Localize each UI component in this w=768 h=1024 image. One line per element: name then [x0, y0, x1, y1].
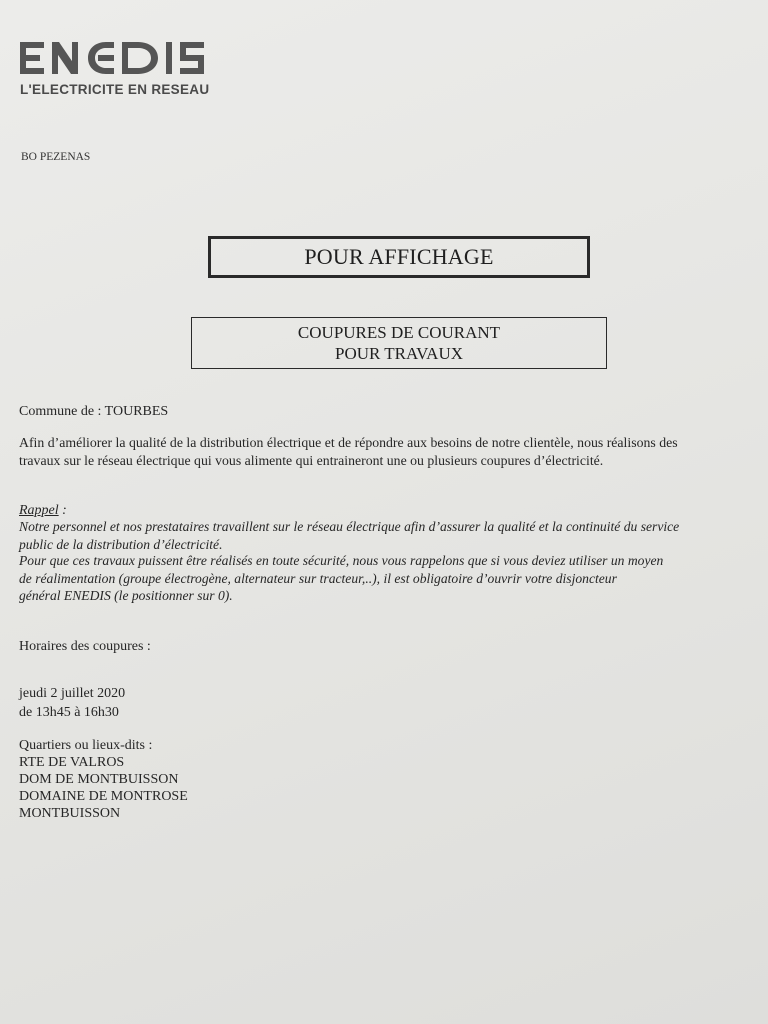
subtitle-line-1: COUPURES DE COURANT	[297, 323, 501, 342]
logo-tagline: L'ELECTRICITE EN RESEAU	[20, 82, 210, 97]
outage-date: jeudi 2 juillet 2020	[19, 686, 126, 701]
title-box	[208, 236, 590, 278]
enedis-logo-mark	[18, 38, 208, 78]
location-item: MONTBUISSON	[19, 806, 121, 821]
intro-line-2: travaux sur le réseau électrique qui vous alimente qui entraineront une ou plusieurs coupures d’électricité.	[19, 453, 604, 468]
rappel-line-5: général ENEDIS (le positionner sur 0).	[19, 588, 233, 603]
subtitle-line-2: POUR TRAVAUX	[334, 344, 463, 363]
rappel-line-2: public de la distribution d’électricité.	[19, 537, 223, 552]
rappel-label: Rappel	[19, 503, 59, 518]
intro-line-1: Afin d’améliorer la qualité de la distribution électrique et de répondre aux besoins de notre clientèle, nous réalisons des	[19, 435, 678, 450]
location-item: RTE DE VALROS	[19, 755, 125, 770]
commune-line: Commune de : TOURBES	[19, 404, 169, 419]
enedis-logo	[18, 38, 218, 97]
locations-label: Quartiers ou lieux-dits :	[19, 738, 153, 753]
outage-time: de 13h45 à 16h30	[19, 705, 119, 720]
location-item: DOMAINE DE MONTROSE	[19, 789, 188, 804]
rappel-line-3: Pour que ces travaux puissent être réalisés en toute sécurité, nous vous rappelons que si vous deviez utiliser un moyen	[19, 553, 664, 568]
rappel-line-1: Notre personnel et nos prestataires travaillent sur le réseau électrique afin d’assurer la qualité et la continuité du service	[19, 519, 680, 534]
sender-office: BO PEZENAS	[21, 151, 91, 163]
notice-title: POUR AFFICHAGE	[304, 244, 494, 269]
schedule-label: Horaires des coupures :	[19, 639, 151, 654]
location-item: DOM DE MONTBUISSON	[19, 772, 179, 787]
subtitle-box	[191, 317, 607, 369]
rappel-colon: :	[58, 503, 67, 518]
rappel-line-4: de réalimentation (groupe électrogène, alternateur sur tracteur,..), il est obligatoire d’ouvrir votre disjoncteur	[19, 571, 617, 586]
